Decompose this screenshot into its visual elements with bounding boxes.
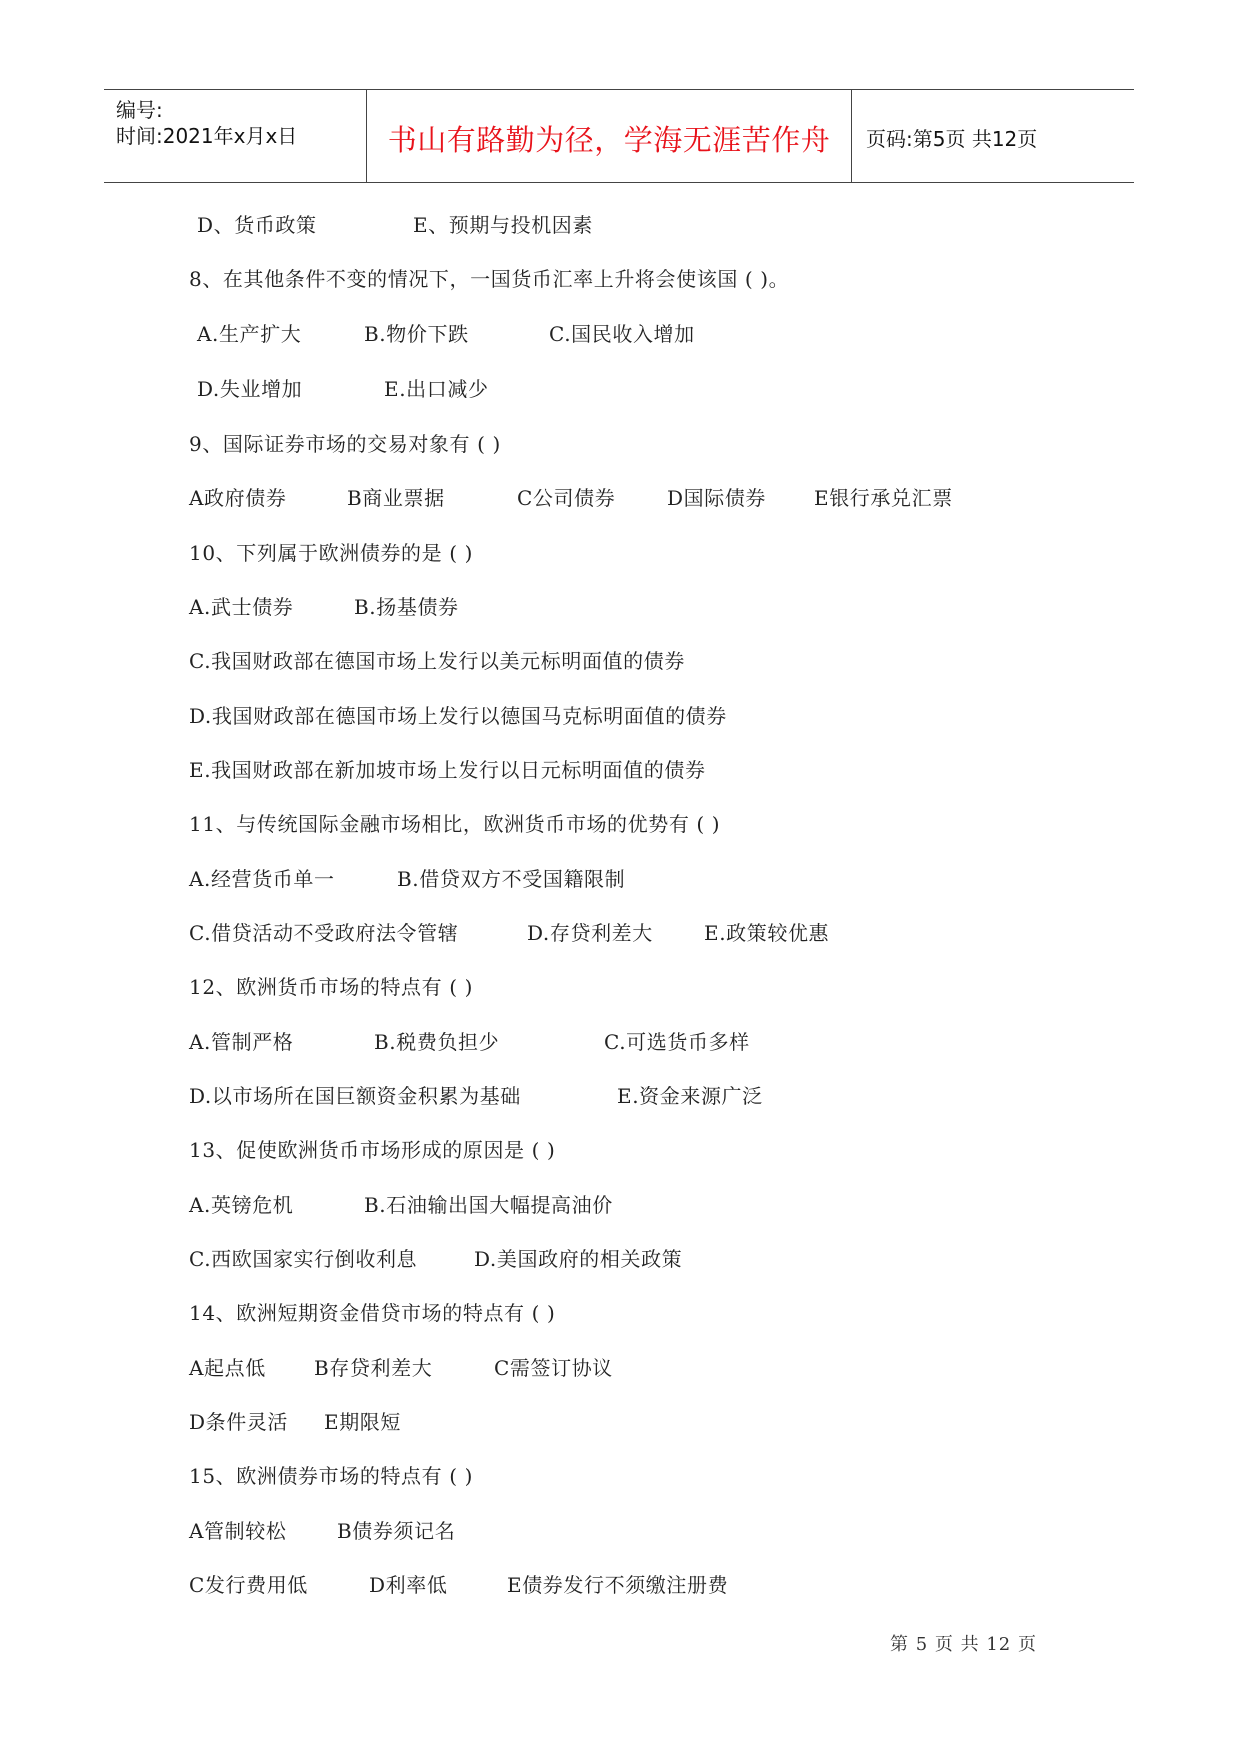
- option-b: B商业票据: [347, 486, 445, 510]
- number-label: 编号:: [116, 98, 163, 122]
- option-d: D国际债券: [667, 486, 767, 510]
- option-b: B.借贷双方不受国籍限制: [397, 867, 626, 891]
- option-d: D.存贷利差大: [527, 921, 653, 945]
- header-motto: 书山有路勤为径，学海无涯苦作舟: [387, 123, 831, 157]
- question-13-stem: 13、促使欧洲货币市场形成的原因是 ( ): [189, 1138, 556, 1162]
- question-8-stem: 8、在其他条件不变的情况下，一国货币汇率上升将会使该国 ( )。: [189, 267, 790, 291]
- option-c: C.我国财政部在德国市场上发行以美元标明面值的债券: [189, 649, 685, 673]
- page-code: 页码:第5页 共12页: [866, 127, 1038, 151]
- option-c: C发行费用低: [189, 1573, 308, 1597]
- option-a: A管制较松: [189, 1519, 287, 1543]
- option-e: E.出口减少: [384, 377, 489, 401]
- option-b: B存贷利差大: [314, 1356, 433, 1380]
- question-12-stem: 12、欧洲货币市场的特点有 ( ): [189, 975, 473, 999]
- option-a: A.英镑危机: [189, 1193, 294, 1217]
- question-15-stem: 15、欧洲债券市场的特点有 ( ): [189, 1464, 473, 1488]
- time-label: 时间:2021年x月x日: [116, 124, 298, 148]
- option-e: E.资金来源广泛: [617, 1084, 763, 1108]
- option-a: A政府债券: [189, 486, 287, 510]
- question-11-stem: 11、与传统国际金融市场相比，欧洲货币市场的优势有 ( ): [189, 812, 721, 836]
- option-e: E.我国财政部在新加坡市场上发行以日元标明面值的债券: [189, 758, 706, 782]
- option-c: C.可选货币多样: [604, 1030, 750, 1054]
- option-d: D利率低: [369, 1573, 448, 1597]
- option-d: D.以市场所在国巨额资金积累为基础: [189, 1084, 521, 1108]
- option-b: B.石油输出国大幅提高油价: [364, 1193, 613, 1217]
- option-c: C.借贷活动不受政府法令管辖: [189, 921, 459, 945]
- option-e: E期限短: [324, 1410, 401, 1434]
- question-10-stem: 10、下列属于欧洲债券的是 ( ): [189, 541, 473, 565]
- question-9-stem: 9、国际证券市场的交易对象有 ( ): [189, 432, 501, 456]
- option-d: D、货币政策: [197, 213, 317, 237]
- option-a: A起点低: [189, 1356, 266, 1380]
- option-e: E银行承兑汇票: [814, 486, 953, 510]
- option-d: D条件灵活: [189, 1410, 289, 1434]
- option-b: B债券须记名: [337, 1519, 456, 1543]
- option-a: A.武士债券: [189, 595, 294, 619]
- option-c: C需签订协议: [494, 1356, 613, 1380]
- option-a: A.管制严格: [189, 1030, 294, 1054]
- option-e: E.政策较优惠: [704, 921, 830, 945]
- option-c: C公司债券: [517, 486, 616, 510]
- option-d: D.美国政府的相关政策: [474, 1247, 683, 1271]
- option-b: B.物价下跌: [364, 322, 469, 346]
- option-e: E债券发行不须缴注册费: [507, 1573, 729, 1597]
- option-b: B.扬基债券: [354, 595, 459, 619]
- question-14-stem: 14、欧洲短期资金借贷市场的特点有 ( ): [189, 1301, 556, 1325]
- page-footer: 第 5 页 共 12 页: [890, 1634, 1037, 1655]
- option-d: D.失业增加: [197, 377, 303, 401]
- option-e: E、预期与投机因素: [413, 213, 593, 237]
- option-c: C.西欧国家实行倒收利息: [189, 1247, 418, 1271]
- option-a: A.生产扩大: [197, 322, 302, 346]
- option-a: A.经营货币单一: [189, 867, 335, 891]
- option-b: B.税费负担少: [374, 1030, 500, 1054]
- option-d: D.我国财政部在德国市场上发行以德国马克标明面值的债券: [189, 704, 727, 728]
- option-c: C.国民收入增加: [549, 322, 695, 346]
